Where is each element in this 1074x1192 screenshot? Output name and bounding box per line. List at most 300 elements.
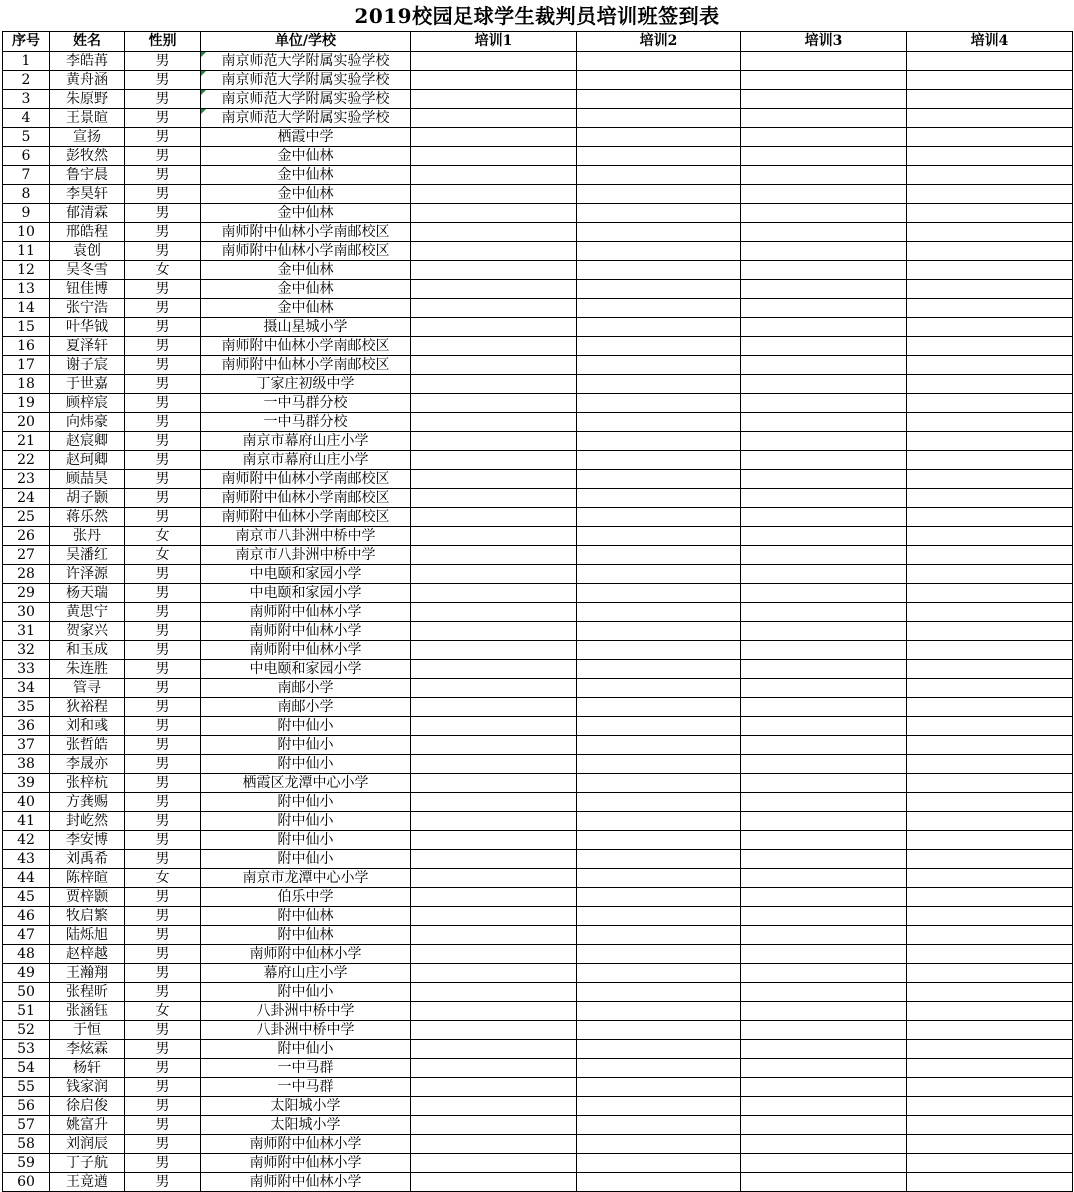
training-3-cell[interactable] [741,831,907,850]
unit-cell[interactable]: 附中仙小 [201,812,411,831]
name-cell[interactable]: 彭牧然 [50,147,125,166]
name-cell[interactable]: 袁创 [50,242,125,261]
unit-cell[interactable]: 南师附中仙林小学 [201,1173,411,1192]
gender-cell[interactable]: 男 [125,736,201,755]
gender-cell[interactable]: 男 [125,451,201,470]
row-number-cell[interactable]: 57 [3,1116,50,1135]
training-4-cell[interactable] [907,147,1073,166]
row-number-cell[interactable]: 27 [3,546,50,565]
training-2-cell[interactable] [577,470,741,489]
training-4-cell[interactable] [907,432,1073,451]
unit-cell[interactable]: 中电颐和家园小学 [201,660,411,679]
training-4-cell[interactable] [907,185,1073,204]
training-3-cell[interactable] [741,413,907,432]
gender-cell[interactable]: 男 [125,204,201,223]
training-1-cell[interactable] [411,546,577,565]
name-cell[interactable]: 牧启繁 [50,907,125,926]
unit-cell[interactable]: 南京市幕府山庄小学 [201,432,411,451]
unit-cell[interactable]: 金中仙林 [201,280,411,299]
training-1-cell[interactable] [411,945,577,964]
training-3-cell[interactable] [741,52,907,71]
unit-cell[interactable]: 八卦洲中桥中学 [201,1002,411,1021]
unit-cell[interactable]: 南师附中仙林小学 [201,603,411,622]
unit-cell[interactable]: 幕府山庄小学 [201,964,411,983]
training-2-cell[interactable] [577,280,741,299]
name-cell[interactable]: 李昊轩 [50,185,125,204]
name-cell[interactable]: 张宁浩 [50,299,125,318]
unit-cell[interactable]: 南京师范大学附属实验学校 [201,90,411,109]
training-1-cell[interactable] [411,109,577,128]
row-number-cell[interactable]: 49 [3,964,50,983]
unit-cell[interactable]: 金中仙林 [201,166,411,185]
training-1-cell[interactable] [411,1021,577,1040]
row-number-cell[interactable]: 44 [3,869,50,888]
name-cell[interactable]: 谢子宸 [50,356,125,375]
training-3-cell[interactable] [741,1040,907,1059]
gender-cell[interactable]: 男 [125,242,201,261]
gender-cell[interactable]: 男 [125,375,201,394]
header-unit[interactable]: 单位/学校 [201,32,411,52]
unit-cell[interactable]: 栖霞中学 [201,128,411,147]
gender-cell[interactable]: 女 [125,527,201,546]
gender-cell[interactable]: 男 [125,185,201,204]
row-number-cell[interactable]: 38 [3,755,50,774]
training-3-cell[interactable] [741,470,907,489]
training-4-cell[interactable] [907,622,1073,641]
training-2-cell[interactable] [577,166,741,185]
unit-cell[interactable]: 南师附中仙林小学南邮校区 [201,242,411,261]
unit-cell[interactable]: 南京市八卦洲中桥中学 [201,527,411,546]
training-4-cell[interactable] [907,261,1073,280]
training-1-cell[interactable] [411,603,577,622]
training-3-cell[interactable] [741,356,907,375]
training-4-cell[interactable] [907,850,1073,869]
header-training-3[interactable]: 培训3 [741,32,907,52]
gender-cell[interactable]: 男 [125,356,201,375]
gender-cell[interactable]: 男 [125,1097,201,1116]
training-3-cell[interactable] [741,622,907,641]
unit-cell[interactable]: 金中仙林 [201,147,411,166]
row-number-cell[interactable]: 25 [3,508,50,527]
training-1-cell[interactable] [411,565,577,584]
name-cell[interactable]: 王竟遒 [50,1173,125,1192]
training-3-cell[interactable] [741,242,907,261]
training-2-cell[interactable] [577,1021,741,1040]
gender-cell[interactable]: 男 [125,907,201,926]
training-1-cell[interactable] [411,280,577,299]
training-4-cell[interactable] [907,717,1073,736]
gender-cell[interactable]: 男 [125,432,201,451]
training-1-cell[interactable] [411,223,577,242]
training-1-cell[interactable] [411,622,577,641]
unit-cell[interactable]: 金中仙林 [201,185,411,204]
training-4-cell[interactable] [907,584,1073,603]
training-1-cell[interactable] [411,261,577,280]
unit-cell[interactable]: 南师附中仙林小学 [201,1135,411,1154]
row-number-cell[interactable]: 7 [3,166,50,185]
row-number-cell[interactable]: 39 [3,774,50,793]
training-3-cell[interactable] [741,489,907,508]
unit-cell[interactable]: 南师附中仙林小学 [201,945,411,964]
unit-cell[interactable]: 附中仙小 [201,736,411,755]
training-3-cell[interactable] [741,698,907,717]
comment-indicator-icon[interactable] [201,71,206,76]
unit-cell[interactable]: 南邮小学 [201,679,411,698]
training-1-cell[interactable] [411,432,577,451]
gender-cell[interactable]: 男 [125,888,201,907]
training-2-cell[interactable] [577,1078,741,1097]
gender-cell[interactable]: 男 [125,299,201,318]
training-1-cell[interactable] [411,1040,577,1059]
training-2-cell[interactable] [577,527,741,546]
training-1-cell[interactable] [411,926,577,945]
training-2-cell[interactable] [577,261,741,280]
name-cell[interactable]: 赵梓越 [50,945,125,964]
gender-cell[interactable]: 女 [125,261,201,280]
name-cell[interactable]: 贺家兴 [50,622,125,641]
name-cell[interactable]: 钱家润 [50,1078,125,1097]
training-4-cell[interactable] [907,964,1073,983]
gender-cell[interactable]: 男 [125,128,201,147]
training-2-cell[interactable] [577,869,741,888]
training-2-cell[interactable] [577,1097,741,1116]
training-2-cell[interactable] [577,204,741,223]
unit-cell[interactable]: 附中仙林 [201,926,411,945]
unit-cell[interactable]: 太阳城小学 [201,1097,411,1116]
unit-cell[interactable]: 一中马群 [201,1078,411,1097]
training-1-cell[interactable] [411,660,577,679]
training-1-cell[interactable] [411,774,577,793]
training-4-cell[interactable] [907,1116,1073,1135]
row-number-cell[interactable]: 15 [3,318,50,337]
training-2-cell[interactable] [577,508,741,527]
name-cell[interactable]: 黄舟涵 [50,71,125,90]
training-4-cell[interactable] [907,660,1073,679]
training-1-cell[interactable] [411,831,577,850]
row-number-cell[interactable]: 13 [3,280,50,299]
training-1-cell[interactable] [411,527,577,546]
row-number-cell[interactable]: 52 [3,1021,50,1040]
training-3-cell[interactable] [741,584,907,603]
unit-cell[interactable]: 南京师范大学附属实验学校 [201,52,411,71]
row-number-cell[interactable]: 1 [3,52,50,71]
training-1-cell[interactable] [411,299,577,318]
row-number-cell[interactable]: 53 [3,1040,50,1059]
unit-cell[interactable]: 南邮小学 [201,698,411,717]
gender-cell[interactable]: 男 [125,812,201,831]
comment-indicator-icon[interactable] [201,109,206,114]
training-1-cell[interactable] [411,128,577,147]
training-1-cell[interactable] [411,584,577,603]
name-cell[interactable]: 李皓苒 [50,52,125,71]
training-4-cell[interactable] [907,223,1073,242]
training-1-cell[interactable] [411,356,577,375]
row-number-cell[interactable]: 10 [3,223,50,242]
training-2-cell[interactable] [577,565,741,584]
training-4-cell[interactable] [907,166,1073,185]
gender-cell[interactable]: 男 [125,508,201,527]
row-number-cell[interactable]: 14 [3,299,50,318]
unit-cell[interactable]: 一中马群分校 [201,394,411,413]
training-2-cell[interactable] [577,603,741,622]
row-number-cell[interactable]: 29 [3,584,50,603]
unit-cell[interactable]: 一中马群 [201,1059,411,1078]
name-cell[interactable]: 李炫霖 [50,1040,125,1059]
row-number-cell[interactable]: 51 [3,1002,50,1021]
training-2-cell[interactable] [577,641,741,660]
name-cell[interactable]: 封屹然 [50,812,125,831]
unit-cell[interactable]: 附中仙小 [201,755,411,774]
training-2-cell[interactable] [577,698,741,717]
training-4-cell[interactable] [907,698,1073,717]
unit-cell[interactable]: 南师附中仙林小学 [201,641,411,660]
training-1-cell[interactable] [411,337,577,356]
training-3-cell[interactable] [741,299,907,318]
gender-cell[interactable]: 男 [125,1116,201,1135]
name-cell[interactable]: 王瀚翔 [50,964,125,983]
row-number-cell[interactable]: 17 [3,356,50,375]
name-cell[interactable]: 张涵钰 [50,1002,125,1021]
row-number-cell[interactable]: 4 [3,109,50,128]
name-cell[interactable]: 朱连胜 [50,660,125,679]
training-2-cell[interactable] [577,717,741,736]
training-3-cell[interactable] [741,185,907,204]
training-2-cell[interactable] [577,945,741,964]
training-4-cell[interactable] [907,945,1073,964]
row-number-cell[interactable]: 18 [3,375,50,394]
unit-cell[interactable]: 南师附中仙林小学南邮校区 [201,489,411,508]
training-3-cell[interactable] [741,603,907,622]
training-3-cell[interactable] [741,926,907,945]
header-training-2[interactable]: 培训2 [577,32,741,52]
training-1-cell[interactable] [411,242,577,261]
unit-cell[interactable]: 南京市幕府山庄小学 [201,451,411,470]
training-1-cell[interactable] [411,52,577,71]
training-3-cell[interactable] [741,128,907,147]
row-number-cell[interactable]: 3 [3,90,50,109]
training-2-cell[interactable] [577,1116,741,1135]
name-cell[interactable]: 张哲皓 [50,736,125,755]
training-3-cell[interactable] [741,204,907,223]
training-4-cell[interactable] [907,90,1073,109]
training-1-cell[interactable] [411,1059,577,1078]
gender-cell[interactable]: 男 [125,470,201,489]
training-2-cell[interactable] [577,907,741,926]
training-3-cell[interactable] [741,793,907,812]
training-1-cell[interactable] [411,1173,577,1192]
training-1-cell[interactable] [411,489,577,508]
gender-cell[interactable]: 男 [125,394,201,413]
training-4-cell[interactable] [907,394,1073,413]
unit-cell[interactable]: 太阳城小学 [201,1116,411,1135]
unit-cell[interactable]: 伯乐中学 [201,888,411,907]
training-1-cell[interactable] [411,964,577,983]
training-4-cell[interactable] [907,71,1073,90]
training-3-cell[interactable] [741,280,907,299]
training-2-cell[interactable] [577,128,741,147]
gender-cell[interactable]: 男 [125,622,201,641]
gender-cell[interactable]: 男 [125,1021,201,1040]
gender-cell[interactable]: 男 [125,717,201,736]
name-cell[interactable]: 宣扬 [50,128,125,147]
training-1-cell[interactable] [411,1154,577,1173]
training-2-cell[interactable] [577,413,741,432]
gender-cell[interactable]: 男 [125,983,201,1002]
header-gender[interactable]: 性别 [125,32,201,52]
training-4-cell[interactable] [907,888,1073,907]
training-4-cell[interactable] [907,128,1073,147]
row-number-cell[interactable]: 59 [3,1154,50,1173]
training-2-cell[interactable] [577,850,741,869]
unit-cell[interactable]: 南京市龙潭中心小学 [201,869,411,888]
name-cell[interactable]: 钮佳博 [50,280,125,299]
name-cell[interactable]: 朱原野 [50,90,125,109]
training-2-cell[interactable] [577,71,741,90]
gender-cell[interactable]: 男 [125,166,201,185]
name-cell[interactable]: 李晟亦 [50,755,125,774]
row-number-cell[interactable]: 8 [3,185,50,204]
row-number-cell[interactable]: 35 [3,698,50,717]
name-cell[interactable]: 于恒 [50,1021,125,1040]
gender-cell[interactable]: 男 [125,223,201,242]
unit-cell[interactable]: 附中仙小 [201,793,411,812]
training-2-cell[interactable] [577,755,741,774]
training-1-cell[interactable] [411,869,577,888]
name-cell[interactable]: 黄思宁 [50,603,125,622]
training-2-cell[interactable] [577,299,741,318]
name-cell[interactable]: 于世嘉 [50,375,125,394]
training-4-cell[interactable] [907,793,1073,812]
training-1-cell[interactable] [411,394,577,413]
training-1-cell[interactable] [411,736,577,755]
training-1-cell[interactable] [411,1097,577,1116]
training-1-cell[interactable] [411,375,577,394]
training-4-cell[interactable] [907,451,1073,470]
unit-cell[interactable]: 南师附中仙林小学南邮校区 [201,356,411,375]
row-number-cell[interactable]: 43 [3,850,50,869]
training-4-cell[interactable] [907,755,1073,774]
training-4-cell[interactable] [907,603,1073,622]
training-4-cell[interactable] [907,1059,1073,1078]
gender-cell[interactable]: 男 [125,926,201,945]
training-3-cell[interactable] [741,1173,907,1192]
training-4-cell[interactable] [907,1002,1073,1021]
training-4-cell[interactable] [907,1040,1073,1059]
training-3-cell[interactable] [741,375,907,394]
training-2-cell[interactable] [577,185,741,204]
name-cell[interactable]: 顾喆昊 [50,470,125,489]
training-2-cell[interactable] [577,337,741,356]
training-4-cell[interactable] [907,242,1073,261]
gender-cell[interactable]: 男 [125,318,201,337]
training-1-cell[interactable] [411,451,577,470]
name-cell[interactable]: 夏泽轩 [50,337,125,356]
unit-cell[interactable]: 南师附中仙林小学 [201,622,411,641]
training-1-cell[interactable] [411,698,577,717]
training-2-cell[interactable] [577,736,741,755]
training-3-cell[interactable] [741,394,907,413]
row-number-cell[interactable]: 16 [3,337,50,356]
row-number-cell[interactable]: 32 [3,641,50,660]
row-number-cell[interactable]: 20 [3,413,50,432]
unit-cell[interactable]: 南师附中仙林小学南邮校区 [201,223,411,242]
name-cell[interactable]: 刘和彧 [50,717,125,736]
gender-cell[interactable]: 女 [125,869,201,888]
training-1-cell[interactable] [411,413,577,432]
training-3-cell[interactable] [741,679,907,698]
unit-cell[interactable]: 栖霞区龙潭中心小学 [201,774,411,793]
gender-cell[interactable]: 男 [125,52,201,71]
unit-cell[interactable]: 南京师范大学附属实验学校 [201,71,411,90]
gender-cell[interactable]: 男 [125,850,201,869]
name-cell[interactable]: 许泽源 [50,565,125,584]
training-3-cell[interactable] [741,774,907,793]
name-cell[interactable]: 刘润辰 [50,1135,125,1154]
training-2-cell[interactable] [577,926,741,945]
training-4-cell[interactable] [907,926,1073,945]
row-number-cell[interactable]: 56 [3,1097,50,1116]
training-3-cell[interactable] [741,261,907,280]
gender-cell[interactable]: 男 [125,1173,201,1192]
training-3-cell[interactable] [741,1116,907,1135]
row-number-cell[interactable]: 19 [3,394,50,413]
training-3-cell[interactable] [741,1021,907,1040]
training-4-cell[interactable] [907,356,1073,375]
unit-cell[interactable]: 摄山星城小学 [201,318,411,337]
training-3-cell[interactable] [741,71,907,90]
name-cell[interactable]: 赵宸卿 [50,432,125,451]
training-4-cell[interactable] [907,508,1073,527]
training-2-cell[interactable] [577,831,741,850]
unit-cell[interactable]: 附中仙小 [201,850,411,869]
training-4-cell[interactable] [907,52,1073,71]
gender-cell[interactable]: 男 [125,90,201,109]
training-4-cell[interactable] [907,470,1073,489]
training-4-cell[interactable] [907,1135,1073,1154]
training-3-cell[interactable] [741,717,907,736]
training-3-cell[interactable] [741,223,907,242]
training-4-cell[interactable] [907,318,1073,337]
training-4-cell[interactable] [907,812,1073,831]
training-1-cell[interactable] [411,717,577,736]
row-number-cell[interactable]: 48 [3,945,50,964]
name-cell[interactable]: 姚富升 [50,1116,125,1135]
training-4-cell[interactable] [907,1078,1073,1097]
row-number-cell[interactable]: 54 [3,1059,50,1078]
training-4-cell[interactable] [907,489,1073,508]
gender-cell[interactable]: 男 [125,660,201,679]
row-number-cell[interactable]: 24 [3,489,50,508]
gender-cell[interactable]: 男 [125,945,201,964]
training-1-cell[interactable] [411,1078,577,1097]
unit-cell[interactable]: 附中仙小 [201,1040,411,1059]
row-number-cell[interactable]: 5 [3,128,50,147]
row-number-cell[interactable]: 47 [3,926,50,945]
row-number-cell[interactable]: 26 [3,527,50,546]
gender-cell[interactable]: 男 [125,109,201,128]
training-4-cell[interactable] [907,736,1073,755]
row-number-cell[interactable]: 22 [3,451,50,470]
training-4-cell[interactable] [907,204,1073,223]
row-number-cell[interactable]: 40 [3,793,50,812]
gender-cell[interactable]: 男 [125,679,201,698]
training-3-cell[interactable] [741,166,907,185]
training-2-cell[interactable] [577,584,741,603]
training-2-cell[interactable] [577,223,741,242]
training-1-cell[interactable] [411,1002,577,1021]
training-4-cell[interactable] [907,527,1073,546]
training-2-cell[interactable] [577,812,741,831]
